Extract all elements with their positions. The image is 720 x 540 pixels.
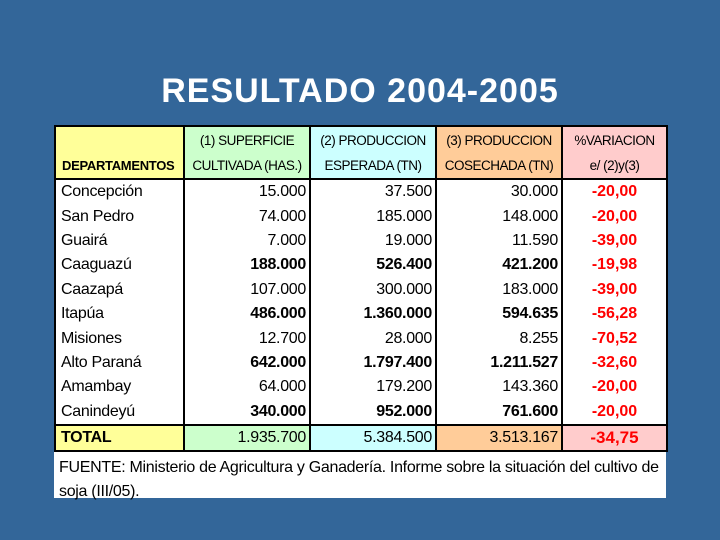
row-variacion: -32,60 — [562, 351, 667, 375]
row-superficie: 340.000 — [184, 400, 310, 425]
total-variacion: -34,75 — [562, 425, 667, 451]
row-departamento: Caazapá — [55, 278, 184, 302]
row-esperada: 1.360.000 — [310, 302, 436, 326]
row-esperada: 1.797.400 — [310, 351, 436, 375]
row-superficie: 74.000 — [184, 204, 310, 228]
row-variacion: -20,00 — [562, 375, 667, 399]
row-esperada: 19.000 — [310, 229, 436, 253]
row-superficie: 64.000 — [184, 375, 310, 399]
row-esperada: 179.200 — [310, 375, 436, 399]
row-variacion: -19,98 — [562, 253, 667, 277]
header-variacion-line2: e/ (2)y(3) — [562, 153, 667, 179]
row-cosechada: 183.000 — [436, 278, 562, 302]
row-variacion: -20,00 — [562, 204, 667, 228]
row-superficie: 7.000 — [184, 229, 310, 253]
row-departamento: Misiones — [55, 326, 184, 350]
total-row — [55, 425, 667, 451]
row-cosechada: 421.200 — [436, 253, 562, 277]
row-departamento: Amambay — [55, 375, 184, 399]
row-departamento: Alto Paraná — [55, 351, 184, 375]
source-note: FUENTE: Ministerio de Agricultura y Ganadería. Informe sobre la situación del cultivo de soja (III/05). — [59, 458, 659, 500]
header-esperada-line1: (2) PRODUCCION — [310, 126, 436, 153]
row-cosechada: 148.000 — [436, 204, 562, 228]
row-esperada: 37.500 — [310, 179, 436, 204]
total-esperada: 5.384.500 — [310, 425, 436, 451]
header-departamentos: DEPARTAMENTOS — [55, 153, 184, 179]
table-row — [55, 375, 667, 399]
row-esperada: 185.000 — [310, 204, 436, 228]
row-cosechada: 761.600 — [436, 400, 562, 425]
row-departamento: Itapúa — [55, 302, 184, 326]
total-cosechada: 3.513.167 — [436, 425, 562, 451]
row-departamento: Concepción — [55, 179, 184, 204]
header-esperada-line2: ESPERADA (TN) — [310, 153, 436, 179]
table-row — [55, 400, 667, 425]
table-row — [55, 229, 667, 253]
table-row — [55, 179, 667, 204]
row-departamento: Guairá — [55, 229, 184, 253]
row-superficie: 642.000 — [184, 351, 310, 375]
table-row — [55, 204, 667, 228]
header-superficie-line2: CULTIVADA (HAS.) — [184, 153, 310, 179]
row-variacion: -39,00 — [562, 278, 667, 302]
row-superficie: 12.700 — [184, 326, 310, 350]
header-cosechada-line1: (3) PRODUCCION — [436, 126, 562, 153]
row-superficie: 15.000 — [184, 179, 310, 204]
total-superficie: 1.935.700 — [184, 425, 310, 451]
header-cosechada-line2: COSECHADA (TN) — [436, 153, 562, 179]
results-sheet — [54, 125, 666, 498]
header-variacion-line1: %VARIACION — [562, 126, 667, 153]
row-cosechada: 8.255 — [436, 326, 562, 350]
row-cosechada: 1.211.527 — [436, 351, 562, 375]
table-row — [55, 326, 667, 350]
header-superficie-line1: (1) SUPERFICIE — [184, 126, 310, 153]
header-departamentos-top — [55, 126, 184, 153]
table-row — [55, 253, 667, 277]
table-row — [55, 278, 667, 302]
row-esperada: 526.400 — [310, 253, 436, 277]
table-row — [55, 302, 667, 326]
slide-title: RESULTADO 2004-2005 — [161, 72, 559, 110]
row-variacion: -20,00 — [562, 179, 667, 204]
row-variacion: -20,00 — [562, 400, 667, 425]
row-variacion: -56,28 — [562, 302, 667, 326]
row-cosechada: 143.360 — [436, 375, 562, 399]
results-table — [54, 125, 668, 452]
row-departamento: San Pedro — [55, 204, 184, 228]
row-esperada: 300.000 — [310, 278, 436, 302]
row-superficie: 486.000 — [184, 302, 310, 326]
table-row — [55, 351, 667, 375]
total-label: TOTAL — [55, 425, 184, 451]
row-departamento: Canindeyú — [55, 400, 184, 425]
row-esperada: 952.000 — [310, 400, 436, 425]
row-esperada: 28.000 — [310, 326, 436, 350]
row-departamento: Caaguazú — [55, 253, 184, 277]
row-variacion: -70,52 — [562, 326, 667, 350]
row-cosechada: 11.590 — [436, 229, 562, 253]
row-superficie: 107.000 — [184, 278, 310, 302]
row-variacion: -39,00 — [562, 229, 667, 253]
row-superficie: 188.000 — [184, 253, 310, 277]
row-cosechada: 594.635 — [436, 302, 562, 326]
row-cosechada: 30.000 — [436, 179, 562, 204]
